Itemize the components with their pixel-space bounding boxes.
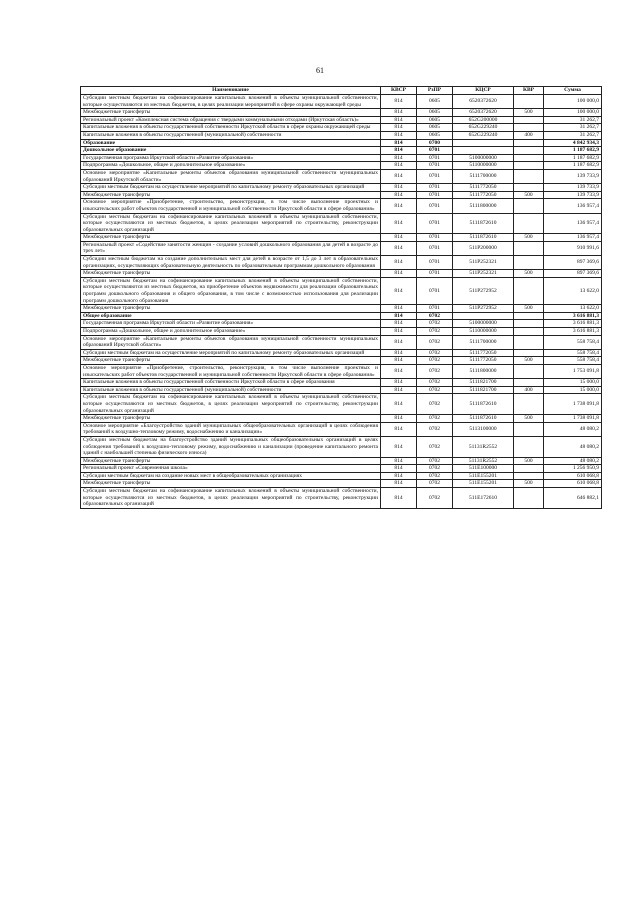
row-kvr: 500 [514,305,544,313]
row-kcsr: 5111821700 [453,386,514,394]
row-kcsr: 511E172610 [453,488,514,509]
row-rzpr: 0702 [417,386,453,394]
row-rzpr: 0701 [417,213,453,234]
row-rzpr: 0702 [417,457,453,465]
row-kcsr: 5113100000 [453,422,514,436]
row-kcsr: 5111872610 [453,394,514,415]
row-name: Межбюджетные трансферты [81,415,381,423]
row-kvsr: 814 [381,162,417,170]
row-kvsr: 814 [381,335,417,349]
row-name: Общее образование [81,312,381,320]
row-name: Субсидии местным бюджетам на софинансирование капитальных вложений в объекты муниципальной собственности, которые осуществляются из местных бюджетов, в целях реализации мероприятий в сфере охраны окружающей среды [81,95,381,109]
page-number: 61 [316,66,324,75]
row-kvsr: 814 [381,364,417,378]
table-body [81,95,602,509]
row-kvr [514,154,544,162]
row-kvsr: 814 [381,184,417,192]
row-sum: 558 758,4 [544,335,602,349]
row-kvr: 500 [514,457,544,465]
table-row [81,169,602,183]
row-sum: 4 842 934,3 [544,139,602,147]
table-row [81,191,602,199]
row-sum: 48 080,2 [544,422,602,436]
row-kvsr: 814 [381,256,417,270]
row-name: Субсидии местным бюджетам на благоустройство зданий муниципальных общеобразовательных организаций в целях соблюдения требований к воздушно-тепловому режиму, водоснабжению и канализации (проведение капитального ремонта зданий с наибольшей степенью физического износа) [81,436,381,457]
table-row [81,436,602,457]
row-kvr: 400 [514,131,544,139]
row-name: Региональный проект «Содействие занятости женщин - создание условий дошкольного образования для детей в возрасте до трех лет» [81,241,381,255]
row-rzpr: 0701 [417,270,453,278]
row-name: Субсидии местным бюджетам на осуществление мероприятий по капитальному ремонту образовательных организаций [81,349,381,357]
row-rzpr: 0701 [417,277,453,304]
row-name: Капитальные вложения в объекты государственной собственности Иркутской области в сфере охраны окружающей среды [81,124,381,132]
row-sum: 3 616 881,3 [544,320,602,328]
table-row [81,328,602,336]
table-row [81,213,602,234]
row-kvr [514,394,544,415]
row-name: Субсидии местным бюджетам на софинансирование капитальных вложений в объекты муниципальной собственности, которые осуществляются из местных бюджетов, на приобретение объектов недвижимости для реализации образовательных программ дошкольного образования и общего образования, в том числе с возможностью использования для реализации программ дошкольного образования [81,277,381,304]
table-row [81,480,602,488]
row-kvr: 500 [514,415,544,423]
row-sum: 1 753 091,8 [544,364,602,378]
row-rzpr: 0701 [417,305,453,313]
row-rzpr: 0702 [417,394,453,415]
row-sum: 136 957,4 [544,199,602,213]
row-kvr [514,184,544,192]
row-kcsr [453,147,514,155]
row-name: Основное мероприятие «Благоустройство зданий муниципальных общеобразовательных организаций в целях соблюдения требований к воздушно-тепловому режиму, водоснабжению и канализации» [81,422,381,436]
row-rzpr: 0702 [417,364,453,378]
table-row [81,422,602,436]
row-kvr [514,199,544,213]
row-sum: 610 068,8 [544,472,602,480]
row-name: Межбюджетные трансферты [81,234,381,242]
row-rzpr: 0605 [417,116,453,124]
row-sum: 100 000,0 [544,109,602,117]
row-kvr [514,256,544,270]
row-sum: 646 882,1 [544,488,602,509]
row-kvsr: 814 [381,312,417,320]
row-kvsr: 814 [381,191,417,199]
row-kvsr: 814 [381,241,417,255]
table-row [81,415,602,423]
row-rzpr: 0701 [417,154,453,162]
row-rzpr: 0701 [417,234,453,242]
row-kvr: 500 [514,191,544,199]
row-kcsr: 511P272952 [453,305,514,313]
row-kvsr: 814 [381,213,417,234]
budget-table [80,86,602,509]
row-sum: 100 000,0 [544,95,602,109]
table-row [81,139,602,147]
row-rzpr: 0701 [417,162,453,170]
row-kvsr: 814 [381,457,417,465]
row-kvr: 500 [514,109,544,117]
row-rzpr: 0702 [417,379,453,387]
row-kcsr: 5111700000 [453,169,514,183]
row-kvsr: 814 [381,116,417,124]
row-kvsr: 814 [381,488,417,509]
row-rzpr: 0702 [417,349,453,357]
row-rzpr: 0701 [417,147,453,155]
row-sum: 897 369,6 [544,270,602,278]
row-kvr [514,364,544,378]
table-row [81,465,602,473]
row-kcsr: 5111872610 [453,415,514,423]
row-kcsr [453,312,514,320]
row-kvr [514,213,544,234]
row-rzpr: 0605 [417,95,453,109]
table-row [81,277,602,304]
row-rzpr: 0700 [417,139,453,147]
row-name: Субсидии местным бюджетам на софинансирование капитальных вложений в объекты муниципальной собственности, которые осуществляются из местных бюджетов, в целях реализации мероприятий по строительству, реконструкции образовательных организаций [81,394,381,415]
row-sum: 610 068,8 [544,480,602,488]
row-rzpr: 0701 [417,169,453,183]
row-rzpr: 0605 [417,124,453,132]
row-kvsr: 814 [381,328,417,336]
table-row [81,379,602,387]
column-header-kvr: КВР [514,87,544,95]
row-rzpr: 0702 [417,415,453,423]
table-row [81,312,602,320]
row-name: Государственная программа Иркутской области «Развитие образования» [81,320,381,328]
row-kvr [514,335,544,349]
row-kvsr: 814 [381,277,417,304]
row-kvsr: 814 [381,169,417,183]
table-row [81,364,602,378]
table-row [81,116,602,124]
row-kvr [514,277,544,304]
row-kvr [514,465,544,473]
row-kvr: 500 [514,270,544,278]
row-rzpr: 0701 [417,199,453,213]
row-sum: 558 758,4 [544,349,602,357]
table-row [81,394,602,415]
row-name: Основное мероприятие «Приобретение, строительство, реконструкция, в том числе выполнение проектных и изыскательских работ объектов государственной и муниципальной собственности Иркутской области в сфере образования» [81,199,381,213]
row-sum: 13 622,0 [544,277,602,304]
row-kvsr: 814 [381,95,417,109]
row-kcsr: 6520372620 [453,109,514,117]
row-name: Межбюджетные трансферты [81,357,381,365]
row-name: Субсидии местным бюджетам на создание дополнительных мест для детей в возрасте от 1,5 до 3 лет в образовательных организациях, осуществляющих образовательную деятельность по образовательным программам дошкольного образования [81,256,381,270]
row-rzpr: 0701 [417,184,453,192]
table-row [81,488,602,509]
row-kcsr: 511P252321 [453,256,514,270]
row-sum: 31 262,7 [544,116,602,124]
row-kvr [514,124,544,132]
row-rzpr: 0702 [417,488,453,509]
row-name: Межбюджетные трансферты [81,305,381,313]
row-kcsr [453,139,514,147]
row-sum: 136 957,4 [544,234,602,242]
row-kvr [514,488,544,509]
row-name: Субсидии местным бюджетам на софинансирование капитальных вложений в объекты муниципальной собственности, которые осуществляются из местных бюджетов, в целях реализации мероприятий по строительству, реконструкции образовательных организаций [81,213,381,234]
row-kcsr: 51131R2552 [453,457,514,465]
row-rzpr: 0701 [417,241,453,255]
column-header-rzpr: РзПР [417,87,453,95]
table-row [81,386,602,394]
row-sum: 1 256 950,9 [544,465,602,473]
row-name: Субсидии местным бюджетам на создание новых мест в общеобразовательных организациях [81,472,381,480]
row-sum: 31 262,7 [544,131,602,139]
row-kvr [514,379,544,387]
row-sum: 897 369,6 [544,256,602,270]
row-kvsr: 814 [381,386,417,394]
row-kcsr: 652G200000 [453,116,514,124]
row-name: Субсидии местным бюджетам на софинансирование капитальных вложений в объекты муниципальной собственности, которые осуществляются из местных бюджетов, в целях реализации мероприятий по строительству, реконструкции образовательных организаций [81,488,381,509]
row-sum: 910 991,6 [544,241,602,255]
row-kvsr: 814 [381,305,417,313]
table-row [81,124,602,132]
row-kvr [514,162,544,170]
row-sum: 31 262,7 [544,124,602,132]
row-sum: 48 080,2 [544,436,602,457]
row-sum: 139 733,9 [544,184,602,192]
row-kvr [514,169,544,183]
table-row [81,320,602,328]
row-kvsr: 814 [381,379,417,387]
row-rzpr: 0702 [417,328,453,336]
table-row [81,95,602,109]
row-kvr: 400 [514,386,544,394]
row-kvsr: 814 [381,465,417,473]
table-row [81,357,602,365]
table-row [81,162,602,170]
row-kvsr: 814 [381,139,417,147]
row-kcsr: 5111800000 [453,364,514,378]
row-kvsr: 814 [381,147,417,155]
row-kvsr: 814 [381,270,417,278]
table-row [81,270,602,278]
row-kcsr: 5110000000 [453,162,514,170]
row-kvsr: 814 [381,436,417,457]
row-name: Основное мероприятие «Приобретение, строительство, реконструкция, в том числе выполнение проектных и изыскательских работ объектов государственной и муниципальной собственности Иркутской области в сфере образования» [81,364,381,378]
row-name: Региональный проект «Комплексная система обращения с твердыми коммунальными отходами (Иркутская область)» [81,116,381,124]
row-kcsr: 5100000000 [453,320,514,328]
row-sum: 139 733,9 [544,191,602,199]
row-kvsr: 814 [381,415,417,423]
row-name: Межбюджетные трансферты [81,270,381,278]
row-kcsr: 652G229240 [453,131,514,139]
row-name: Межбюджетные трансферты [81,457,381,465]
row-kcsr: 5110000000 [453,328,514,336]
row-kvsr: 814 [381,422,417,436]
row-kcsr: 6520372620 [453,95,514,109]
row-name: Межбюджетные трансферты [81,109,381,117]
table-row [81,234,602,242]
row-kvsr: 814 [381,349,417,357]
row-rzpr: 0605 [417,109,453,117]
row-kcsr: 511P200000 [453,241,514,255]
row-name: Региональный проект «Современная школа» [81,465,381,473]
table-row [81,109,602,117]
row-rzpr: 0701 [417,191,453,199]
row-rzpr: 0702 [417,357,453,365]
table-header-row [81,87,602,95]
row-sum: 3 616 881,3 [544,312,602,320]
row-name: Подпрограмма «Дошкольное, общее и дополнительное образование» [81,328,381,336]
table-row [81,457,602,465]
table-row [81,335,602,349]
row-kvsr: 814 [381,109,417,117]
row-kcsr: 511E100000 [453,465,514,473]
row-kcsr: 5111772050 [453,349,514,357]
row-kvr: 500 [514,480,544,488]
row-sum: 1 738 091,8 [544,415,602,423]
row-name: Основное мероприятие «Капитальные ремонты объектов образования муниципальной собственности муниципальных образований Иркутской области» [81,335,381,349]
row-sum: 558 758,4 [544,357,602,365]
row-kcsr: 5100000000 [453,154,514,162]
row-kvr: 500 [514,234,544,242]
row-kvr [514,349,544,357]
row-rzpr: 0702 [417,465,453,473]
row-kcsr: 5111772050 [453,191,514,199]
row-kcsr: 652G229240 [453,124,514,132]
row-name: Капитальные вложения в объекты государственной (муниципальной) собственности [81,386,381,394]
row-name: Основное мероприятие «Капитальные ремонты объектов образования муниципальной собственности муниципальных образований Иркутской области» [81,169,381,183]
row-name: Капитальные вложения в объекты государственной (муниципальной) собственности [81,131,381,139]
column-header-kcsr: КЦСР [453,87,514,95]
row-kcsr: 5111772050 [453,184,514,192]
row-name: Государственная программа Иркутской области «Развитие образования» [81,154,381,162]
row-kcsr: 5111872610 [453,213,514,234]
row-sum: 139 733,9 [544,169,602,183]
row-kvr [514,147,544,155]
row-kvr [514,472,544,480]
row-kvr [514,422,544,436]
row-kcsr: 5111821700 [453,379,514,387]
row-kvsr: 814 [381,154,417,162]
column-header-sum: Сумма [544,87,602,95]
row-kcsr: 5111872610 [453,234,514,242]
row-kvsr: 814 [381,320,417,328]
row-kvsr: 814 [381,234,417,242]
row-sum: 1 738 091,8 [544,394,602,415]
row-sum: 1 187 682,9 [544,154,602,162]
table-row [81,305,602,313]
table-row [81,256,602,270]
row-kcsr: 5111772050 [453,357,514,365]
row-rzpr: 0701 [417,256,453,270]
row-kcsr: 5111800000 [453,199,514,213]
row-kvsr: 814 [381,394,417,415]
row-rzpr: 0702 [417,480,453,488]
row-name: Подпрограмма «Дошкольное, общее и дополнительное образование» [81,162,381,170]
row-sum: 48 080,2 [544,457,602,465]
table-row [81,131,602,139]
row-kvr [514,116,544,124]
row-kcsr: 511P252321 [453,270,514,278]
row-kvsr: 814 [381,199,417,213]
row-kvr [514,241,544,255]
column-header-name: Наименование [81,87,381,95]
row-kvr [514,95,544,109]
row-kcsr: 5111700000 [453,335,514,349]
row-name: Межбюджетные трансферты [81,480,381,488]
row-rzpr: 0702 [417,472,453,480]
row-kvr [514,312,544,320]
row-kvsr: 814 [381,124,417,132]
table-row [81,199,602,213]
row-kcsr: 511P272952 [453,277,514,304]
row-rzpr: 0605 [417,131,453,139]
row-kvr [514,139,544,147]
row-rzpr: 0702 [417,436,453,457]
row-name: Капитальные вложения в объекты государственной собственности Иркутской области в сфере образования [81,379,381,387]
row-kvr: 500 [514,357,544,365]
row-rzpr: 0702 [417,320,453,328]
row-kvsr: 814 [381,472,417,480]
row-name: Дошкольное образование [81,147,381,155]
row-rzpr: 0702 [417,335,453,349]
row-kvr [514,328,544,336]
row-name: Межбюджетные трансферты [81,191,381,199]
row-kvr [514,320,544,328]
row-rzpr: 0702 [417,422,453,436]
table-row [81,241,602,255]
row-sum: 3 616 881,3 [544,328,602,336]
row-kcsr: 511E155201 [453,472,514,480]
row-kcsr: 51131R2552 [453,436,514,457]
column-header-kvsr: КВСР [381,87,417,95]
row-sum: 15 000,0 [544,379,602,387]
row-kvsr: 814 [381,131,417,139]
table-row [81,147,602,155]
row-sum: 1 187 682,9 [544,147,602,155]
row-rzpr: 0702 [417,312,453,320]
table-row [81,472,602,480]
row-name: Образование [81,139,381,147]
table-row [81,154,602,162]
table-row [81,184,602,192]
row-kvsr: 814 [381,480,417,488]
row-sum: 136 957,4 [544,213,602,234]
row-sum: 15 000,0 [544,386,602,394]
row-sum: 13 622,0 [544,305,602,313]
row-sum: 1 187 682,9 [544,162,602,170]
row-kvsr: 814 [381,357,417,365]
row-name: Субсидии местным бюджетам на осуществление мероприятий по капитальному ремонту образовательных организаций [81,184,381,192]
table-row [81,349,602,357]
row-kvr [514,436,544,457]
row-kcsr: 511E155201 [453,480,514,488]
